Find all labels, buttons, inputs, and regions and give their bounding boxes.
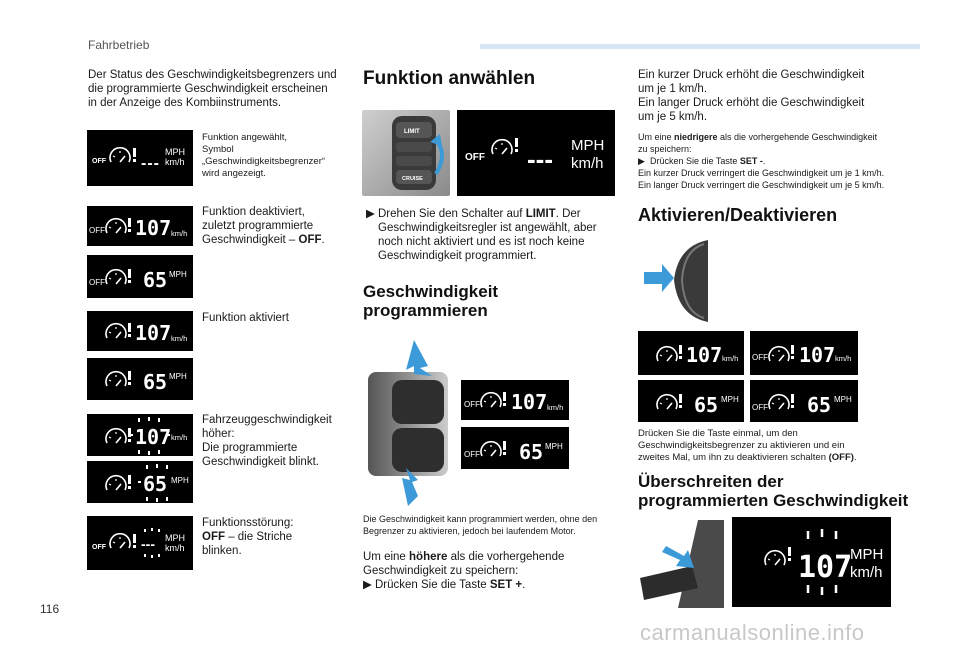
heading-exceed: [638, 472, 908, 510]
note-bold: niedrigere: [674, 132, 718, 142]
caption-deactivated: [202, 205, 342, 247]
stalk-photo-set: [362, 336, 452, 510]
stalk-photo-activate: [638, 236, 718, 324]
instruction-text: Drücken Sie die Taste: [375, 579, 490, 591]
instruction-text: .: [522, 579, 526, 591]
note-line: zu speichern:: [638, 144, 692, 154]
caption-line: Geschwindigkeit blinkt.: [202, 456, 319, 468]
limiter-exclamation-icon: [788, 547, 791, 561]
page-number: 116: [40, 602, 60, 616]
limiter-exclamation-icon: [128, 269, 131, 283]
speedometer-limiter-icon: [657, 347, 677, 361]
display-unit: MPH: [834, 395, 852, 404]
display-unit: km/h: [171, 229, 188, 238]
stalk-limit-label: LIMIT: [404, 129, 420, 135]
set-minus-button: [392, 428, 444, 472]
display-unit: MPH: [721, 395, 739, 404]
speedometer-limiter-icon: [106, 219, 126, 233]
display-off-label: OFF: [464, 400, 480, 409]
press-arrow-icon: [406, 340, 432, 376]
caption-line: Die programmierte: [202, 442, 298, 454]
speedometer-limiter-icon: [106, 476, 126, 490]
heading-select: Funktion anwählen: [363, 68, 536, 89]
display-value: 65: [143, 370, 168, 394]
limiter-exclamation-icon: [791, 394, 794, 408]
description-text: zweites Mal, um ihn zu deaktivieren schalten: [638, 452, 829, 463]
display-mph: MPH: [850, 546, 884, 563]
instruction-line: [363, 578, 618, 592]
display-value: 65: [807, 393, 832, 417]
display-value: 65: [694, 393, 719, 417]
caption-off: OFF: [202, 531, 225, 543]
display-value: 107: [798, 550, 853, 585]
display-kmh: km/h: [571, 155, 604, 172]
display-blink-65: [87, 461, 193, 503]
display-selected: [87, 130, 193, 186]
display-exceed-large: [732, 517, 891, 607]
instruction-line: Geschwindigkeit programmiert.: [378, 250, 537, 262]
display-fault: [87, 516, 193, 570]
note-line: Begrenzer zu aktivieren, jedoch bei laufendem Motor.: [363, 526, 576, 536]
speedometer-limiter-icon: [657, 395, 677, 409]
speedometer-limiter-icon: [492, 140, 512, 154]
display-prog-107: [461, 380, 569, 420]
speedometer-limiter-icon: [481, 393, 501, 407]
speedometer-limiter-icon: [110, 148, 130, 162]
info-increase: [638, 68, 918, 124]
display-mph: MPH: [165, 533, 185, 543]
display-unit: km/h: [722, 354, 739, 363]
display-kmh: km/h: [165, 543, 185, 553]
speedometer-limiter-icon: [481, 442, 501, 456]
caption-activated: Funktion aktiviert: [202, 312, 289, 324]
program-note: [363, 513, 618, 537]
display-act-65: [638, 380, 744, 422]
caption-line: blinken.: [202, 545, 242, 557]
instruction-key: LIMIT: [525, 208, 556, 220]
heading-program: [363, 282, 498, 320]
bullet-arrow-icon: ▶: [638, 156, 645, 166]
caption-line: Funktion angewählt,: [202, 132, 288, 143]
limiter-exclamation-icon: [503, 441, 506, 455]
intro-text: Der Status des Geschwindigkeitsbegrenzers und die programmierte Geschwindigkeit erscheinen in der Anzeige des Kombiinstruments.: [88, 69, 337, 109]
note-key: SET -: [739, 156, 763, 166]
limiter-exclamation-icon: [128, 323, 131, 337]
display-value: 107: [135, 321, 172, 345]
watermark: carmanualsonline.info: [640, 620, 865, 645]
instruction-lower: [638, 131, 928, 191]
display-value: 65: [519, 440, 544, 464]
display-off-label: OFF: [465, 152, 485, 163]
caption-text: – die Striche: [225, 531, 293, 543]
display-kmh: km/h: [165, 157, 185, 167]
display-value: 107: [799, 343, 836, 367]
info-line: um je 1 km/h.: [638, 83, 708, 95]
instruction-text: . Der: [555, 208, 581, 220]
pedal-photo: [638, 516, 726, 608]
display-unit: km/h: [547, 403, 564, 412]
note-line: Die Geschwindigkeit kann programmiert werden, ohne den: [363, 514, 598, 524]
instruction-line: Geschwindigkeitsregler ist angewählt, aber: [378, 222, 597, 234]
display-off-label: OFF: [464, 450, 480, 459]
note-line: Ein langer Druck verringert die Geschwindigkeit um je 5 km/h.: [638, 180, 885, 190]
bullet-arrow-icon: ▶: [363, 579, 372, 591]
limiter-exclamation-icon: [791, 345, 794, 359]
note-line: [638, 131, 928, 143]
note-text: Drücken Sie die Taste: [650, 156, 740, 166]
note-line: [638, 155, 928, 167]
instruction-line: Geschwindigkeit zu speichern:: [363, 565, 519, 577]
caption-line: Funktion deaktiviert,: [202, 206, 305, 218]
limiter-exclamation-icon: [515, 138, 518, 152]
note-text: .: [762, 156, 766, 166]
display-active-107: [87, 311, 193, 351]
description-text: .: [853, 452, 857, 463]
speedometer-limiter-icon: [106, 270, 126, 284]
caption-line: [202, 530, 342, 544]
caption-fault: [202, 516, 342, 558]
limiter-exclamation-icon: [133, 534, 136, 548]
limiter-exclamation-icon: [133, 148, 136, 162]
display-value: 65: [143, 472, 168, 496]
caption-overspeed: [202, 413, 342, 469]
info-line: um je 5 km/h.: [638, 111, 708, 123]
press-arrow-icon: [644, 264, 674, 292]
stalk-photo-limit: [362, 110, 450, 196]
activate-description: [638, 428, 928, 464]
display-dashes: ---: [527, 144, 553, 174]
instruction-text: Drehen Sie den Schalter auf: [378, 208, 526, 220]
display-deact-107: [750, 331, 858, 375]
display-value: 65: [143, 268, 168, 292]
limiter-exclamation-icon: [679, 394, 682, 408]
display-unit: MPH: [545, 442, 563, 451]
limiter-exclamation-icon: [679, 345, 682, 359]
speedometer-limiter-icon: [106, 372, 126, 386]
display-off-label: OFF: [752, 403, 768, 412]
instruction-text: Um eine: [363, 551, 410, 563]
caption-off: OFF: [298, 234, 322, 246]
display-blink-107: [87, 414, 193, 456]
display-off-label: OFF: [89, 226, 105, 235]
instruction-line: [366, 207, 616, 221]
speedometer-limiter-icon: [110, 534, 130, 548]
caption-line: höher:: [202, 428, 235, 440]
limiter-exclamation-icon: [503, 392, 506, 406]
display-dashes: ---: [141, 155, 160, 172]
description-line: Geschwindigkeitsbegrenzer zu aktivieren und ein: [638, 440, 845, 451]
display-off-label: OFF: [92, 544, 106, 551]
instruction-text: als die vorhergehende: [447, 551, 565, 563]
heading-line: Geschwindigkeit: [363, 282, 499, 301]
caption-selected: [202, 132, 342, 180]
info-line: Ein langer Druck erhöht die Geschwindigkeit: [638, 97, 865, 109]
caption-line: zuletzt programmierte: [202, 220, 314, 232]
display-dashes: ---: [141, 536, 155, 552]
caption-line: Funktionsstörung:: [202, 517, 294, 529]
instruction-line: [363, 550, 618, 564]
note-text: Um eine: [638, 132, 675, 142]
caption-text: .: [321, 234, 325, 246]
display-act-107: [638, 331, 744, 375]
caption-line: „Geschwindigkeitsbegrenzer“: [202, 156, 326, 167]
instruction-select: [366, 207, 616, 263]
display-selected-large: [457, 110, 615, 196]
bullet-arrow-icon: ▶: [366, 208, 375, 220]
display-value: 107: [686, 343, 723, 367]
speedometer-limiter-icon: [106, 324, 126, 338]
limiter-exclamation-icon: [128, 371, 131, 385]
heading-line: programmierten Geschwindigkeit: [638, 491, 909, 510]
stalk-cruise-label: CRUISE: [402, 176, 423, 182]
caption-line: wird angezeigt.: [202, 168, 266, 179]
display-unit: MPH: [171, 476, 189, 485]
info-line: Ein kurzer Druck erhöht die Geschwindigkeit: [638, 69, 865, 81]
set-plus-button: [392, 380, 444, 424]
speedometer-limiter-icon: [769, 395, 789, 409]
limiter-exclamation-icon: [128, 475, 131, 489]
caption-line: Symbol: [202, 144, 234, 155]
description-line: [638, 452, 928, 464]
heading-line: programmieren: [363, 301, 488, 320]
display-value: 107: [511, 390, 548, 414]
display-unit: MPH: [169, 372, 187, 381]
speedometer-limiter-icon: [765, 551, 785, 565]
display-unit: MPH: [169, 270, 187, 279]
display-off-65: [87, 255, 193, 298]
heading-activate: Aktivieren/Deaktivieren: [638, 205, 838, 225]
display-deact-65: [750, 380, 858, 422]
limiter-exclamation-icon: [128, 218, 131, 232]
display-prog-65: [461, 427, 569, 469]
heading-line: Überschreiten der: [638, 472, 784, 491]
instruction-key: SET +: [489, 579, 523, 591]
caption-text: Geschwindigkeit –: [202, 234, 299, 246]
display-mph: MPH: [571, 137, 605, 154]
description-line: Drücken Sie die Taste einmal, um den: [638, 428, 798, 439]
display-mph: MPH: [165, 147, 185, 157]
display-value: 107: [135, 425, 172, 449]
speedometer-limiter-icon: [106, 429, 126, 443]
header-accent-bar: [480, 44, 920, 49]
caption-line: [202, 233, 342, 247]
note-text: als die vorhergehende Geschwindigkeit: [717, 132, 878, 142]
display-unit: km/h: [835, 354, 852, 363]
display-off-label: OFF: [89, 278, 105, 287]
instruction-higher: [363, 550, 618, 592]
speedometer-limiter-icon: [769, 347, 789, 361]
note-line: Ein kurzer Druck verringert die Geschwindigkeit um je 1 km/h.: [638, 168, 885, 178]
instruction-bold: höhere: [409, 551, 448, 563]
display-unit: km/h: [171, 433, 188, 442]
description-off: (OFF): [828, 452, 854, 463]
display-off-label: OFF: [752, 353, 768, 362]
press-arrow-icon: [662, 546, 694, 568]
display-off-label: OFF: [92, 158, 106, 165]
display-off-107: [87, 206, 193, 246]
display-unit: km/h: [171, 334, 188, 343]
section-header: Fahrbetrieb: [88, 38, 150, 52]
display-value: 107: [135, 216, 172, 240]
caption-line: Fahrzeuggeschwindigkeit: [202, 414, 332, 426]
display-kmh: km/h: [850, 564, 883, 581]
display-active-65: [87, 358, 193, 400]
instruction-line: noch nicht aktiviert und es ist noch keine: [378, 236, 585, 248]
